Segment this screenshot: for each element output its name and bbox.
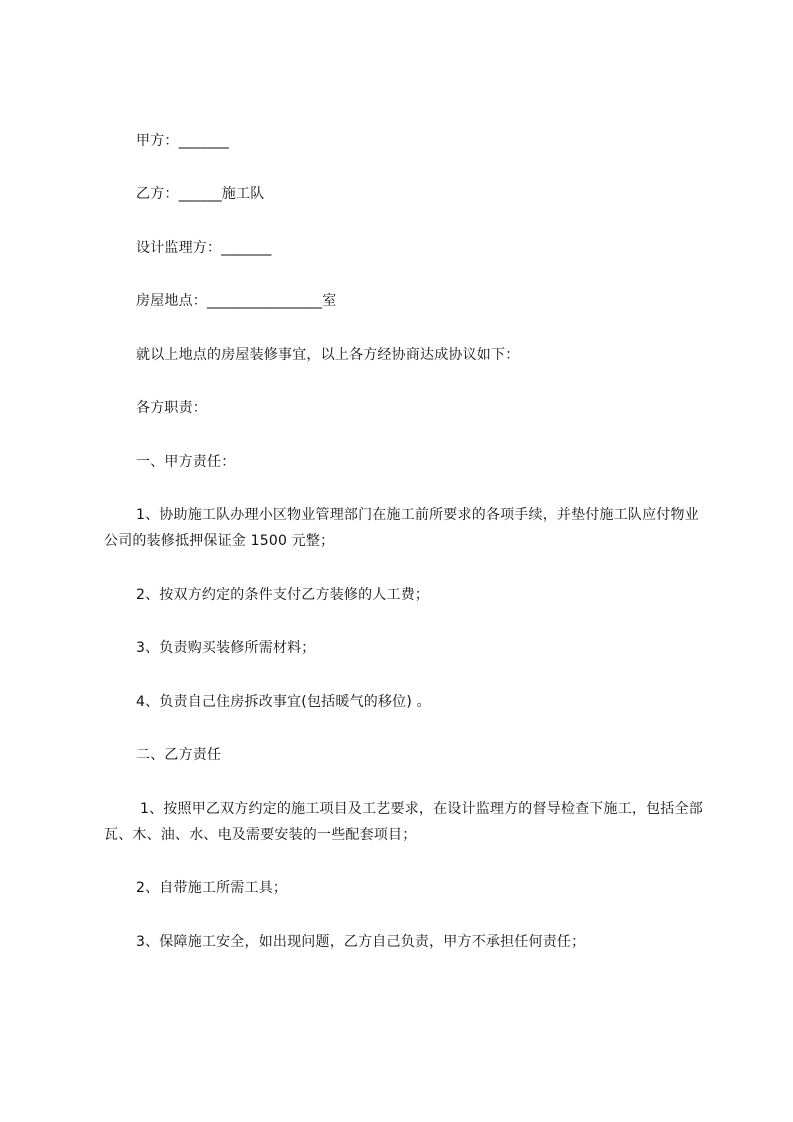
- section-b-item: 1、按照甲乙双方约定的施工项目及工艺要求，在设计监理方的督导检查下施工，包括全部瓦、木、油、水、电及需要安装的一些配套项目；: [104, 801, 703, 843]
- section-b-heading: 二、乙方责任: [136, 747, 222, 763]
- supervisor-line: 设计监理方：_______: [136, 240, 272, 256]
- section-a-item: 2、按双方约定的条件支付乙方装修的人工费；: [136, 587, 430, 603]
- section-b-item: 3、保障施工安全，如出现问题，乙方自己负责，甲方不承担任何责任；: [136, 934, 586, 950]
- party-b-line: 乙方：______施工队: [136, 186, 265, 202]
- section-a-heading: 一、甲方责任：: [136, 454, 236, 470]
- section-a-item: 3、负责购买装修所需材料；: [136, 640, 316, 656]
- section-a-item: 4、负责自己住房拆改事宜(包括暖气的移位) 。: [136, 694, 431, 710]
- section-b-item: 2、自带施工所需工具；: [136, 880, 288, 896]
- party-a-line: 甲方：_______: [136, 133, 229, 149]
- section-a-item: 1、协助施工队办理小区物业管理部门在施工前所要求的各项手续，并垫付施工队应付物业公司的装修抵押保证金 1500 元整；: [104, 507, 699, 549]
- intro-line: 就以上地点的房屋装修事宜，以上各方经协商达成协议如下：: [136, 347, 520, 363]
- location-line: 房屋地点：________________室: [136, 293, 337, 309]
- duties-heading: 各方职责：: [136, 400, 207, 416]
